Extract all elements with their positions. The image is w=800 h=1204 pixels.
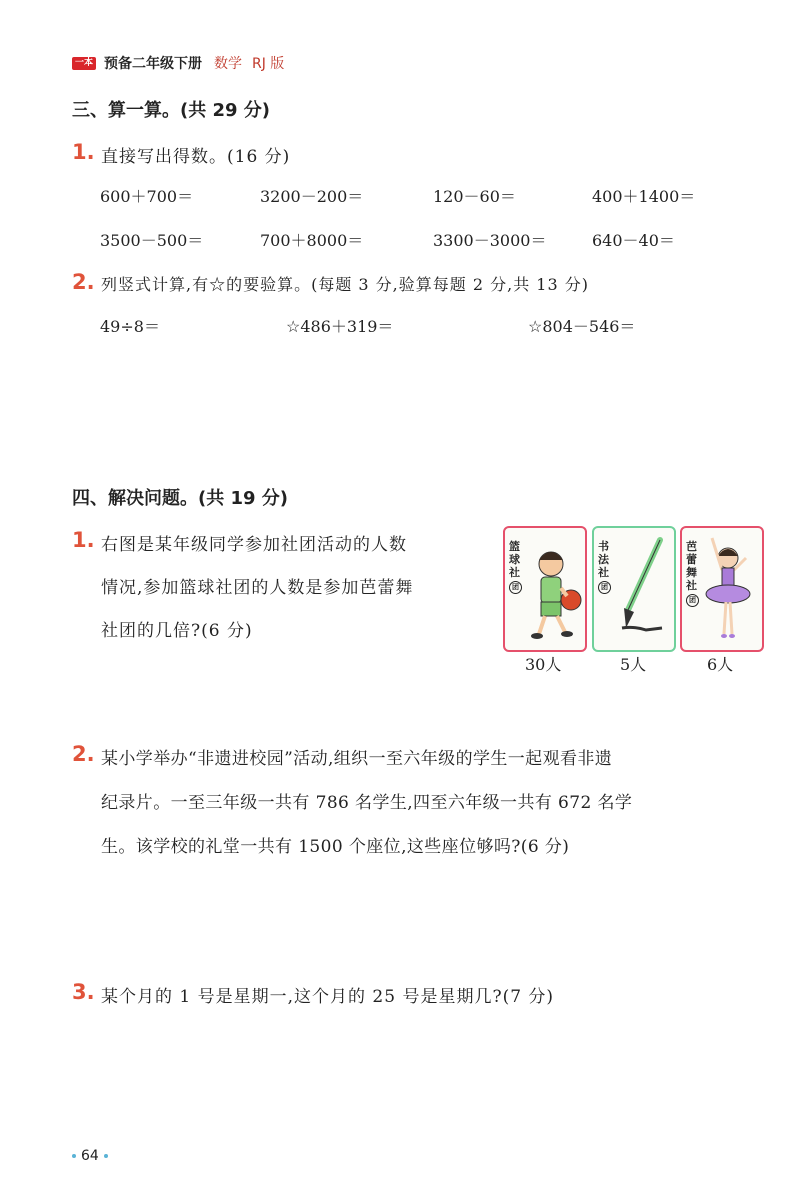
club-count: 6人 (707, 655, 734, 674)
club-count: 5人 (620, 655, 647, 674)
header-subject: 数学 (214, 56, 242, 72)
calc-item: 640－40＝ (592, 231, 675, 250)
calc-item: 120－60＝ (433, 187, 516, 206)
calc-item: 3300－3000＝ (433, 231, 547, 250)
club-card-calligraphy (592, 526, 676, 652)
header-edition: RJ 版 (252, 56, 285, 72)
s3-q1-number: 1. (72, 140, 95, 164)
club-card-basketball (503, 526, 587, 652)
calc-item: 600＋700＝ (100, 187, 194, 206)
calc-item: 700＋8000＝ (260, 231, 364, 250)
decor-dot-icon (72, 1154, 76, 1158)
header-grade: 预备二年级下册 (104, 56, 202, 72)
s3-q1-text: 直接写出得数。(16 分) (101, 147, 291, 167)
calc-item: 3200－200＝ (260, 187, 364, 206)
s4-q3-number: 3. (72, 980, 95, 1004)
club-mark: 团 (509, 581, 522, 594)
s4-q2-line: 生。该学校的礼堂一共有 1500 个座位,这些座位够吗?(6 分) (101, 837, 570, 857)
s4-q1-line: 情况,参加篮球社团的人数是参加芭蕾舞 (101, 578, 414, 598)
s4-q1-line: 社团的几倍?(6 分) (101, 621, 253, 641)
decor-dot-icon (104, 1154, 108, 1158)
club-label: 书法社 (598, 540, 609, 579)
s4-q3-text: 某个月的 1 号是星期一,这个月的 25 号是星期几?(7 分) (101, 987, 555, 1007)
s4-q2-number: 2. (72, 742, 95, 766)
basketball-player-icon (505, 528, 585, 650)
club-mark: 团 (686, 594, 699, 607)
page-number: 64 (81, 1148, 99, 1164)
s4-q1-number: 1. (72, 528, 95, 552)
section4-title: 四、解决问题。(共 19 分) (72, 488, 289, 509)
page-footer (72, 1148, 108, 1164)
s3-q2-number: 2. (72, 270, 95, 294)
vertical-calc-item: 49÷8＝ (100, 317, 160, 336)
calc-item: 400＋1400＝ (592, 187, 696, 206)
calc-item: 3500－500＝ (100, 231, 204, 250)
ballet-dancer-icon (682, 528, 762, 650)
calligraphy-brush-icon (594, 528, 674, 650)
club-label: 篮球社 (509, 540, 520, 579)
club-mark: 团 (598, 581, 611, 594)
page-header (72, 52, 284, 74)
s3-q2-text: 列竖式计算,有☆的要验算。(每题 3 分,验算每题 2 分,共 13 分) (101, 275, 589, 294)
vertical-calc-item: ☆486＋319＝ (286, 317, 394, 336)
s4-q2-line: 纪录片。一至三年级一共有 786 名学生,四至六年级一共有 672 名学 (101, 793, 633, 813)
club-count: 30人 (525, 655, 562, 674)
section3-title: 三、算一算。(共 29 分) (72, 100, 271, 121)
club-card-ballet (680, 526, 764, 652)
vertical-calc-item: ☆804－546＝ (528, 317, 636, 336)
brand-logo: 一本 (72, 57, 96, 70)
club-label: 芭蕾舞社 (686, 540, 697, 592)
s4-q1-line: 右图是某年级同学参加社团活动的人数 (101, 535, 407, 555)
s4-q2-line: 某小学举办“非遗进校园”活动,组织一至六年级的学生一起观看非遗 (101, 749, 613, 769)
